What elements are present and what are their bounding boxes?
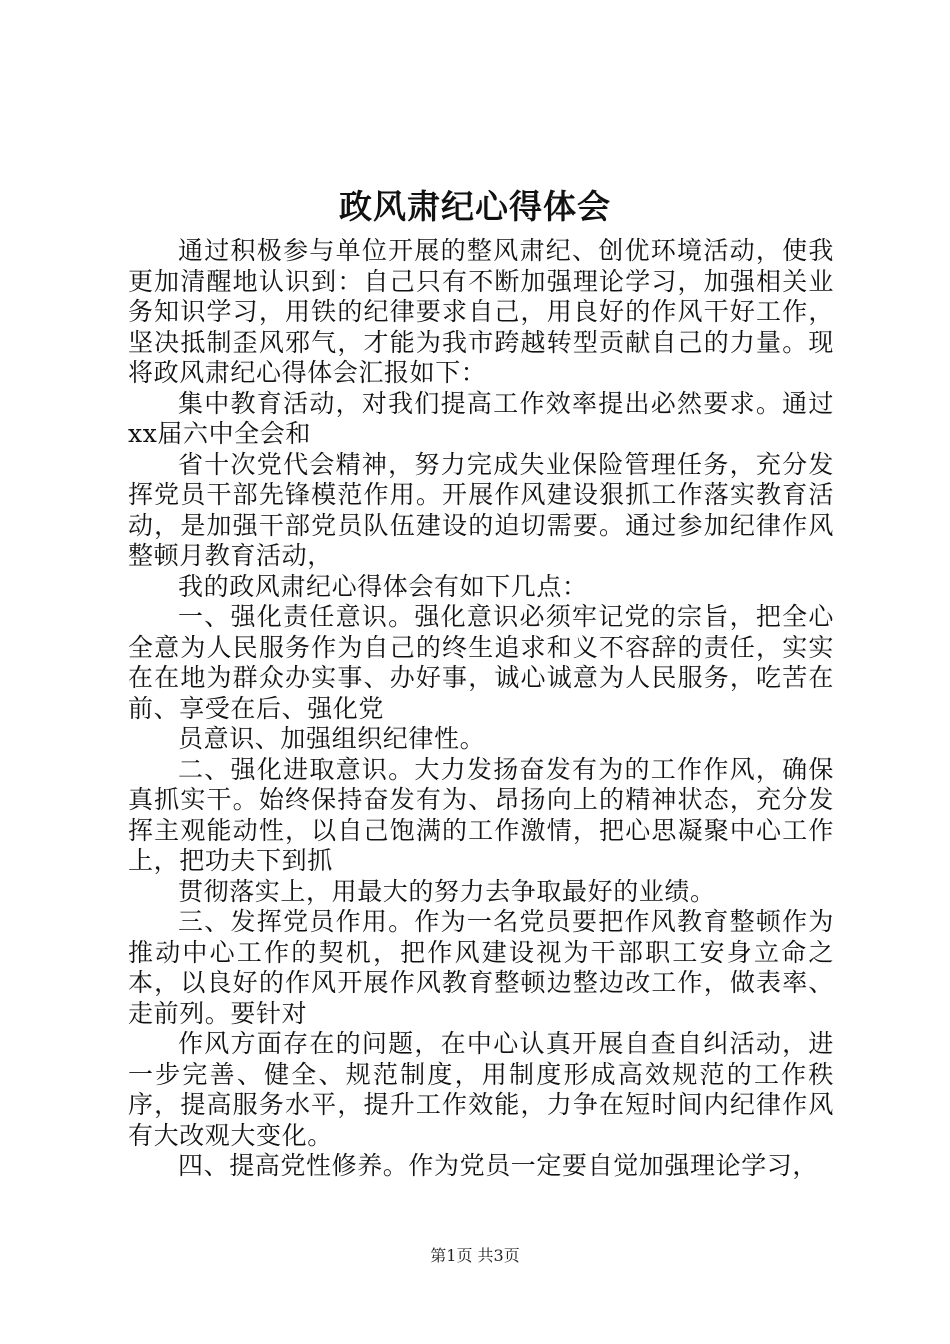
paragraph: 员意识、加强组织纪律性。 — [178, 724, 486, 753]
paragraph: 省十次党代会精神，努力完成失业保险管理任务，充分发挥党员干部先锋模范作用。开展作风建设狠抓工作落实教育活动，是加强干部党员队伍建设的迫切需要。通过参加纪律作风整顿月教育活动， — [128, 449, 834, 570]
paragraph: 贯彻落实上，用最大的努力去争取最好的业绩。 — [178, 876, 716, 906]
document-title: 政风肃纪心得体会 — [339, 187, 611, 226]
paragraph: 一、强化责任意识。强化意识必须牢记党的宗旨，把全心全意为人民服务作为自己的终生追求和义不容辞的责任，实实在在地为群众办实事、办好事，诚心诚意为人民服务，吃苦在前、享受在后、强化党 — [128, 602, 834, 723]
page-footer: 第1页 共3页 — [430, 1246, 520, 1265]
paragraph: 我的政风肃纪心得体会有如下几点： — [178, 571, 588, 601]
paragraph: 通过积极参与单位开展的整风肃纪、创优环境活动，使我更加清醒地认识到：自己只有不断加强理论学习，加强相关业务知识学习，用铁的纪律要求自己，用良好的作风干好工作，坚决抵制歪风邪气，才能为我市跨越转型贡献自己的力量。现将政风肃纪心得体会汇报如下： — [128, 236, 834, 387]
document-body — [128, 236, 834, 1182]
paragraph: 作风方面存在的问题，在中心认真开展自查自纠活动，进一步完善、健全、规范制度，用制度形成高效规范的工作秩序，提高服务水平，提升工作效能，力争在短时间内纪律作风有大改观大变化。 — [128, 1029, 834, 1150]
paragraph: 集中教育活动，对我们提高工作效率提出必然要求。通过xx届六中全会和 — [128, 388, 834, 448]
paragraph: 四、提高党性修养。作为党员一定要自觉加强理论学习， — [178, 1151, 819, 1180]
paragraph: 二、强化进取意识。大力发扬奋发有为的工作作风，确保真抓实干。始终保持奋发有为、昂扬向上的精神状态，充分发挥主观能动性，以自己饱满的工作激情，把心思凝聚中心工作上，把功夫下到抓 — [128, 754, 834, 875]
paragraph: 三、发挥党员作用。作为一名党员要把作风教育整顿作为推动中心工作的契机，把作风建设视为干部职工安身立命之本，以良好的作风开展作风教育整顿边整边改工作，做表率、走前列。要针对 — [128, 907, 834, 1028]
